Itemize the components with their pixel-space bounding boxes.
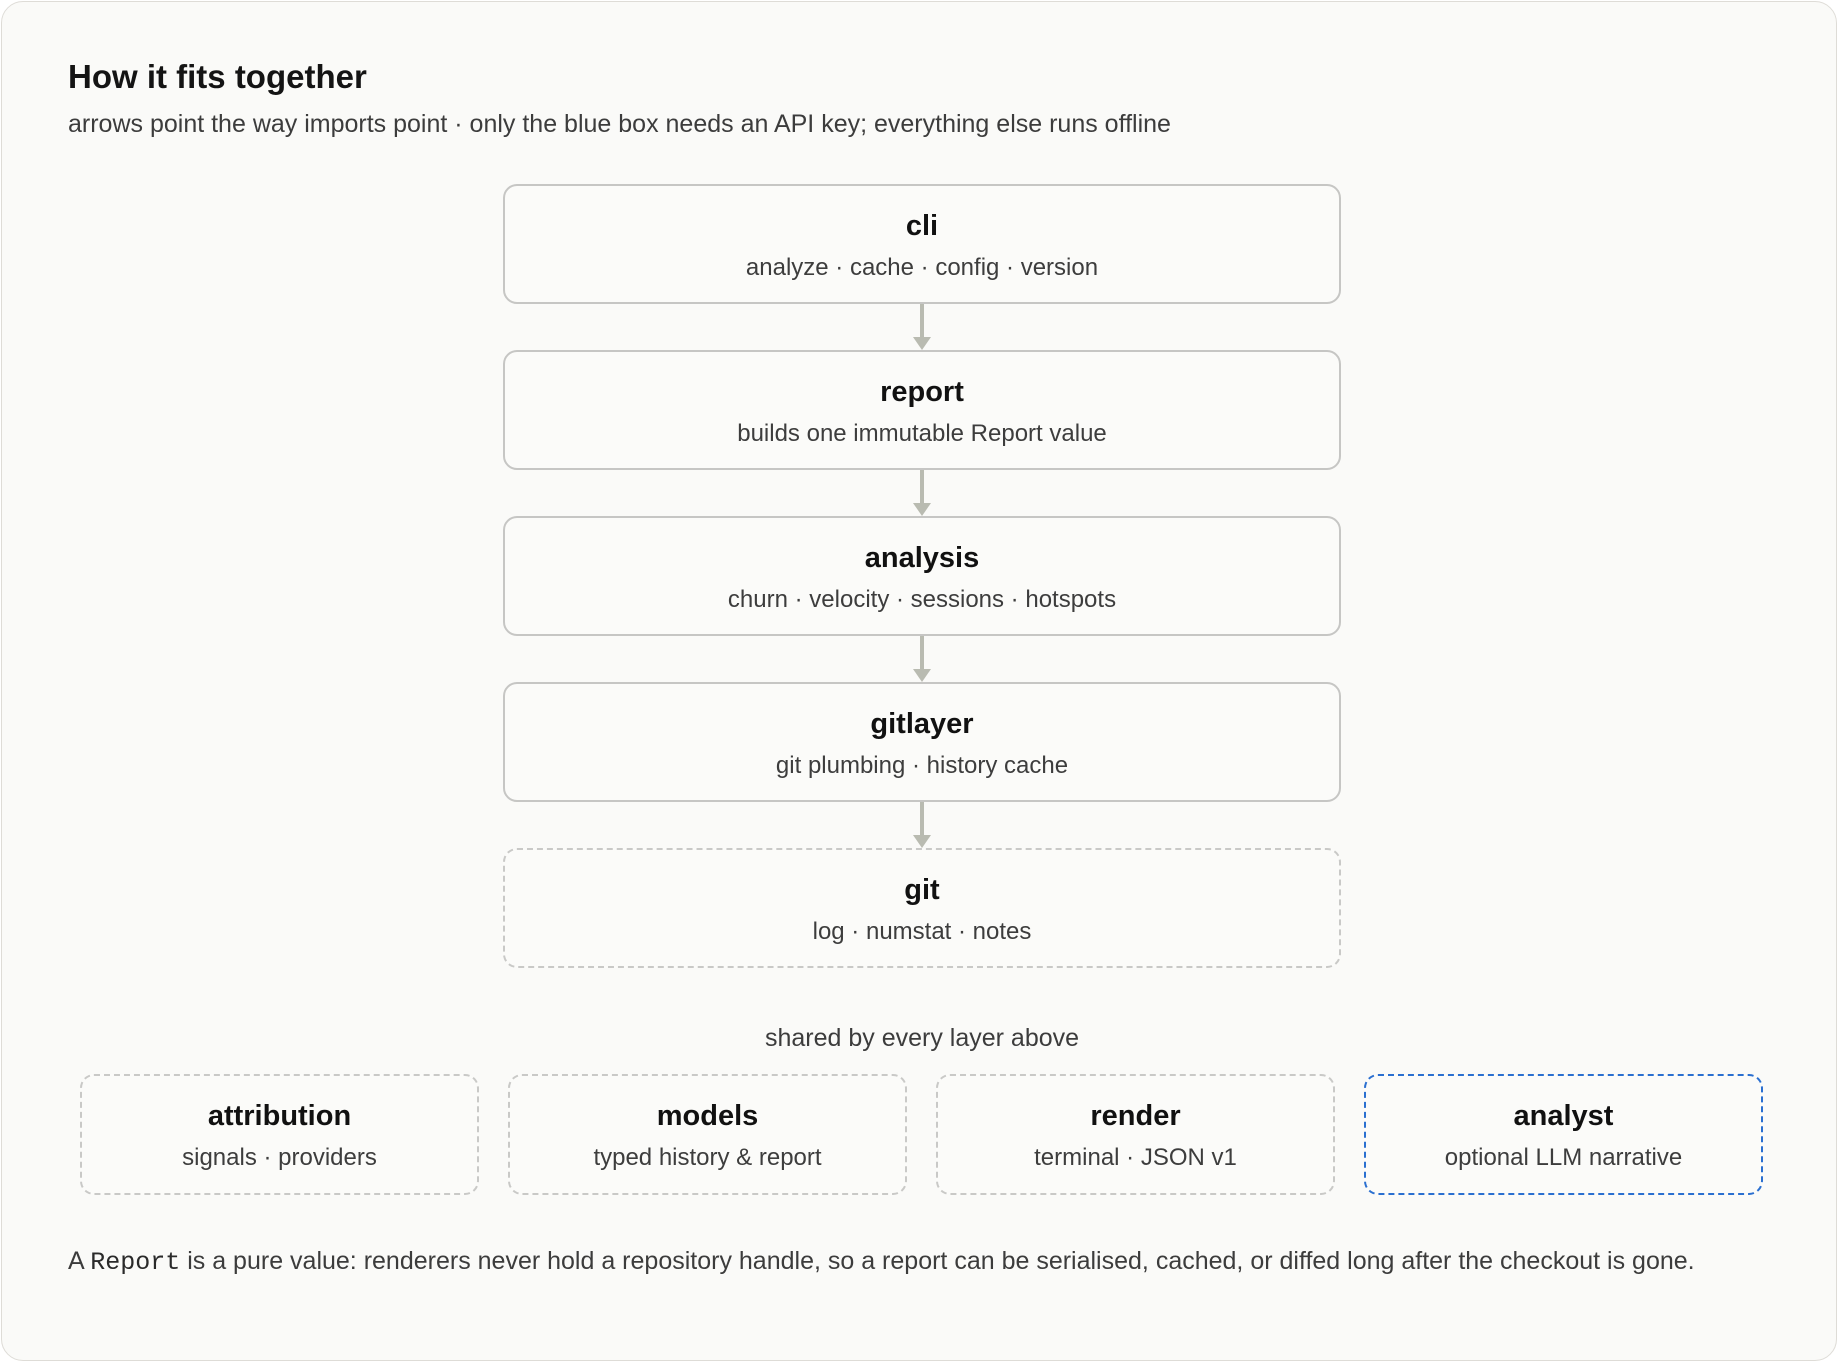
arrow-cli-to-report [920, 304, 924, 337]
footnote [68, 1245, 1788, 1279]
diagram-title: How it fits together [68, 58, 367, 95]
layer-name: cli [905, 210, 939, 242]
shared-name: models [656, 1100, 759, 1132]
diagram-subtitle: arrows point the way imports point · only the blue box needs an API key; everything else runs offline [68, 110, 1171, 138]
shared-desc: typed history & report [593, 1144, 822, 1171]
layer-desc: git plumbing · history cache [775, 752, 1069, 779]
layer-box-report [503, 350, 1341, 470]
arrow-gitlayer-to-git [920, 802, 924, 835]
shared-box-attribution [80, 1074, 479, 1195]
layer-name: git [904, 874, 940, 906]
shared-desc: optional LLM narrative [1444, 1144, 1683, 1171]
shared-box-models [508, 1074, 907, 1195]
shared-name: render [1090, 1100, 1181, 1132]
layer-box-cli [503, 184, 1341, 304]
shared-name: attribution [207, 1100, 352, 1132]
footnote-prefix: A [68, 1247, 91, 1275]
shared-box-render [936, 1074, 1335, 1195]
layer-name: analysis [864, 542, 980, 574]
arrowhead-icon [913, 503, 931, 516]
layer-box-analysis [503, 516, 1341, 636]
layer-desc: log · numstat · notes [812, 918, 1032, 945]
layer-desc: builds one immutable Report value [737, 420, 1107, 447]
layer-name: gitlayer [870, 708, 974, 740]
layer-desc: analyze · cache · config · version [745, 254, 1099, 281]
arrow-analysis-to-gitlayer [920, 636, 924, 669]
layer-box-gitlayer [503, 682, 1341, 802]
arrowhead-icon [913, 669, 931, 682]
shared-label: shared by every layer above [764, 1024, 1080, 1052]
shared-desc: terminal · JSON v1 [1034, 1144, 1237, 1171]
footnote-code: Report [90, 1248, 181, 1277]
layer-box-git [503, 848, 1341, 968]
footnote-suffix: is a pure value: renderers never hold a repository handle, so a report can be serialised, cached, or diffed long after the checkout is gone. [180, 1247, 1695, 1275]
layer-name: report [880, 376, 964, 408]
arrow-report-to-analysis [920, 470, 924, 503]
arrowhead-icon [913, 835, 931, 848]
shared-desc: signals · providers [182, 1144, 377, 1171]
arrowhead-icon [913, 337, 931, 350]
shared-box-analyst [1364, 1074, 1763, 1195]
shared-name: analyst [1513, 1100, 1614, 1132]
layer-desc: churn · velocity · sessions · hotspots [727, 586, 1117, 613]
diagram-card [1, 1, 1837, 1361]
